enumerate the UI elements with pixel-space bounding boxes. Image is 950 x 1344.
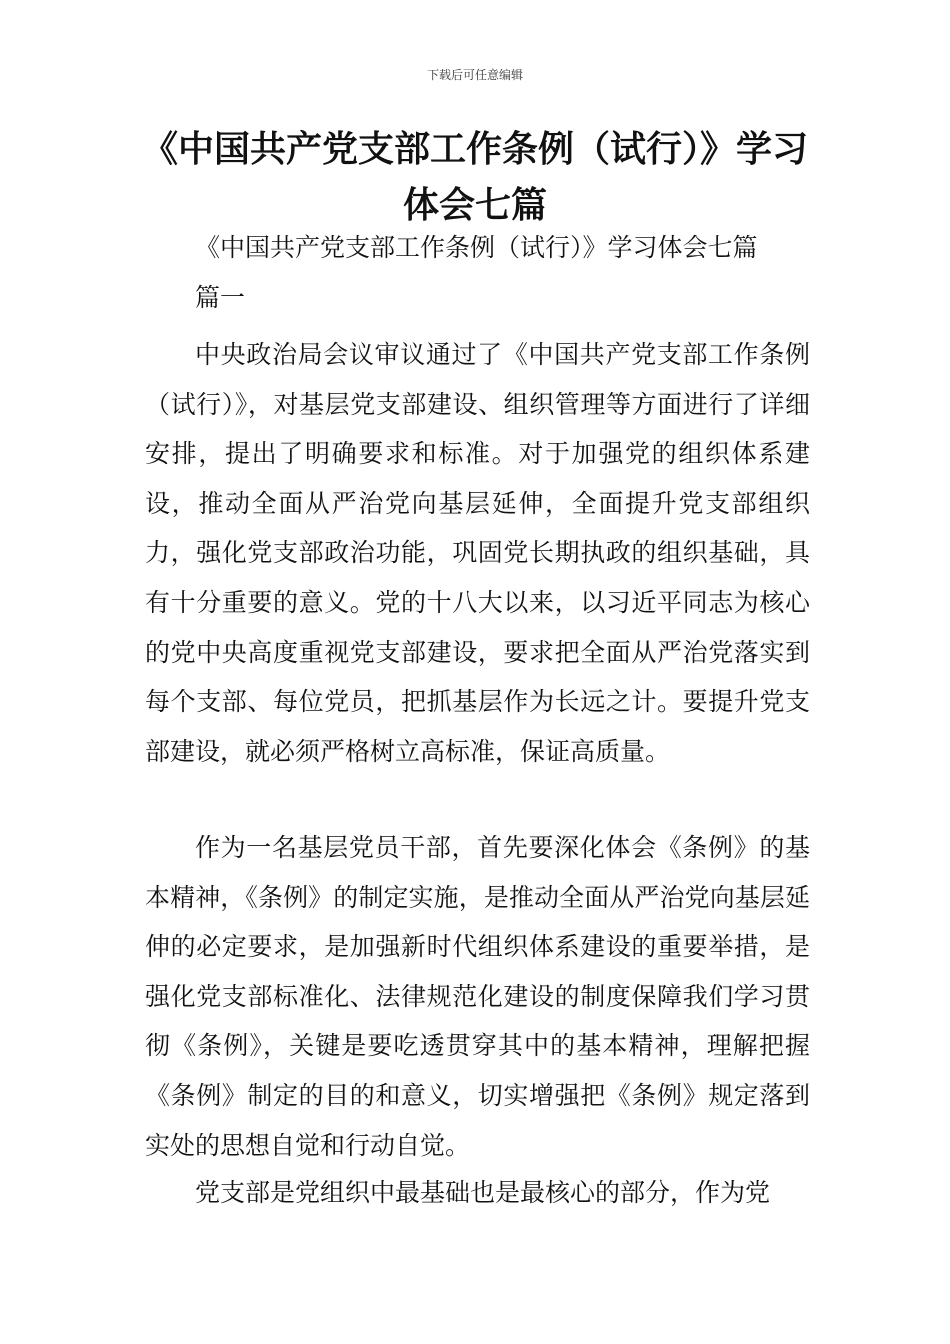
section-label: 篇一 <box>195 283 246 312</box>
paragraph-1: 中央政治局会议审议通过了《中国共产党支部工作条例（试行）》，对基层党支部建设、组织管理等方面进行了详细安排，提出了明确要求和标准。对于加强党的组织体系建设，推动全面从严治党向基层延伸，全面提升党支部组织力，强化党支部政治功能，巩固党长期执政的组织基础，具有十分重要的意义。党的十八大以来，以习近平同志为核心的党中央高度重视党支部建设，要求把全面从严治党落实到每个支部、每位党员，把抓基层作为长远之计。要提升党支部建设，就必须严格树立高标准，保证高质量。 <box>145 340 810 766</box>
document-title: 《中国共产党支部工作条例（试行）》学习体会七篇 <box>141 129 808 226</box>
header-note: 下载后可任意编辑 <box>426 68 523 82</box>
paragraph-3: 党支部是党组织中最基础也是最核心的部分，作为党 <box>195 1178 771 1207</box>
paragraph-2: 作为一名基层党员干部，首先要深化体会《条例》的基本精神，《条例》的制定实施，是推动全面从严治党向基层延伸的必定要求，是加强新时代组织体系建设的重要举措，是强化党支部标准化、法律规范化建设的制度保障我们学习贯彻《条例》，关键是要吃透贯穿其中的基本精神，理解把握《条例》制定的目的和意义，切实增强把《条例》规定落到实处的思想自觉和行动自觉。 <box>145 833 810 1160</box>
document-subtitle: 《中国共产党支部工作条例（试行）》学习体会七篇 <box>195 233 758 262</box>
